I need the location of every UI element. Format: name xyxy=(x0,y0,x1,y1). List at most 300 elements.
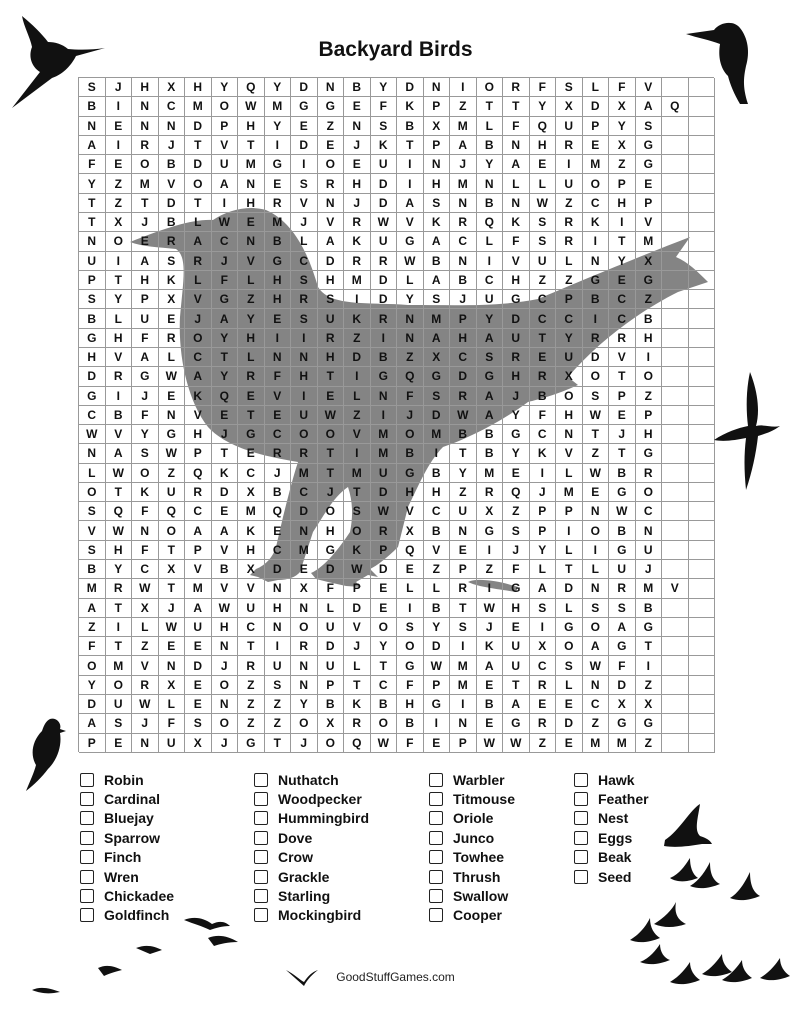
grid-cell[interactable]: I xyxy=(106,97,133,116)
grid-cell[interactable]: W xyxy=(503,734,530,753)
grid-cell[interactable]: R xyxy=(291,444,318,463)
grid-cell[interactable]: C xyxy=(265,425,292,444)
grid-cell[interactable]: E xyxy=(212,502,239,521)
grid-cell[interactable]: F xyxy=(503,560,530,579)
grid-cell[interactable] xyxy=(689,521,716,540)
grid-cell[interactable]: N xyxy=(397,309,424,328)
grid-cell[interactable]: U xyxy=(371,464,398,483)
grid-cell[interactable] xyxy=(662,676,689,695)
grid-cell[interactable]: T xyxy=(79,213,106,232)
grid-cell[interactable]: U xyxy=(636,541,663,560)
grid-cell[interactable]: W xyxy=(132,579,159,598)
grid-cell[interactable]: E xyxy=(556,734,583,753)
word-item[interactable] xyxy=(254,789,369,808)
grid-cell[interactable]: O xyxy=(344,521,371,540)
grid-cell[interactable]: J xyxy=(450,290,477,309)
grid-cell[interactable]: N xyxy=(212,637,239,656)
grid-cell[interactable]: N xyxy=(450,252,477,271)
grid-cell[interactable]: M xyxy=(132,174,159,193)
grid-cell[interactable]: C xyxy=(477,271,504,290)
grid-cell[interactable]: Y xyxy=(556,329,583,348)
grid-cell[interactable] xyxy=(689,174,716,193)
grid-cell[interactable]: P xyxy=(636,194,663,213)
grid-cell[interactable]: Y xyxy=(371,637,398,656)
grid-cell[interactable]: G xyxy=(609,541,636,560)
grid-cell[interactable]: N xyxy=(424,78,451,97)
grid-cell[interactable]: B xyxy=(265,232,292,251)
grid-cell[interactable]: H xyxy=(503,271,530,290)
grid-cell[interactable]: J xyxy=(159,599,186,618)
grid-cell[interactable]: M xyxy=(450,117,477,136)
grid-cell[interactable]: C xyxy=(583,695,610,714)
grid-cell[interactable]: I xyxy=(397,599,424,618)
grid-cell[interactable]: B xyxy=(477,136,504,155)
grid-cell[interactable]: E xyxy=(397,560,424,579)
grid-cell[interactable]: B xyxy=(397,714,424,733)
grid-cell[interactable]: Y xyxy=(238,309,265,328)
grid-cell[interactable]: I xyxy=(291,387,318,406)
grid-cell[interactable]: X xyxy=(159,78,186,97)
grid-cell[interactable]: W xyxy=(159,618,186,637)
grid-cell[interactable]: F xyxy=(79,637,106,656)
word-item[interactable] xyxy=(80,867,174,886)
grid-cell[interactable] xyxy=(689,541,716,560)
grid-cell[interactable]: H xyxy=(424,483,451,502)
grid-cell[interactable]: R xyxy=(609,579,636,598)
grid-cell[interactable]: T xyxy=(159,541,186,560)
grid-cell[interactable] xyxy=(662,406,689,425)
grid-cell[interactable]: E xyxy=(159,309,186,328)
grid-cell[interactable]: R xyxy=(636,464,663,483)
grid-cell[interactable]: V xyxy=(636,78,663,97)
grid-cell[interactable]: V xyxy=(318,213,345,232)
grid-cell[interactable]: G xyxy=(503,714,530,733)
grid-cell[interactable]: Y xyxy=(212,329,239,348)
grid-cell[interactable]: F xyxy=(159,714,186,733)
grid-cell[interactable]: O xyxy=(371,714,398,733)
grid-cell[interactable]: K xyxy=(344,232,371,251)
grid-cell[interactable]: W xyxy=(397,252,424,271)
grid-cell[interactable]: G xyxy=(79,387,106,406)
grid-cell[interactable]: Y xyxy=(265,78,292,97)
grid-cell[interactable]: G xyxy=(636,155,663,174)
grid-cell[interactable]: J xyxy=(530,483,557,502)
word-item[interactable] xyxy=(80,848,174,867)
grid-cell[interactable]: P xyxy=(450,309,477,328)
grid-cell[interactable]: P xyxy=(424,136,451,155)
grid-cell[interactable]: Z xyxy=(79,618,106,637)
grid-cell[interactable]: D xyxy=(212,483,239,502)
grid-cell[interactable]: R xyxy=(238,656,265,675)
grid-cell[interactable]: Q xyxy=(344,734,371,753)
grid-cell[interactable]: R xyxy=(265,444,292,463)
grid-cell[interactable]: Z xyxy=(450,483,477,502)
grid-cell[interactable]: F xyxy=(503,117,530,136)
grid-cell[interactable]: L xyxy=(556,252,583,271)
grid-cell[interactable]: Z xyxy=(106,174,133,193)
grid-cell[interactable]: N xyxy=(318,194,345,213)
grid-cell[interactable]: D xyxy=(265,560,292,579)
grid-cell[interactable]: T xyxy=(238,406,265,425)
grid-cell[interactable]: N xyxy=(79,232,106,251)
grid-cell[interactable]: H xyxy=(503,367,530,386)
grid-cell[interactable]: H xyxy=(265,599,292,618)
grid-cell[interactable]: T xyxy=(344,676,371,695)
grid-cell[interactable]: H xyxy=(265,290,292,309)
grid-cell[interactable]: K xyxy=(530,444,557,463)
grid-cell[interactable]: I xyxy=(609,213,636,232)
word-item[interactable] xyxy=(80,809,174,828)
grid-cell[interactable]: G xyxy=(609,714,636,733)
grid-cell[interactable]: I xyxy=(371,329,398,348)
checkbox[interactable] xyxy=(429,850,443,864)
grid-cell[interactable]: E xyxy=(106,117,133,136)
grid-cell[interactable]: S xyxy=(344,502,371,521)
grid-cell[interactable]: U xyxy=(530,252,557,271)
grid-cell[interactable]: H xyxy=(106,541,133,560)
grid-cell[interactable]: R xyxy=(556,232,583,251)
grid-cell[interactable]: T xyxy=(106,637,133,656)
grid-cell[interactable]: A xyxy=(106,444,133,463)
grid-cell[interactable]: F xyxy=(132,502,159,521)
grid-cell[interactable]: E xyxy=(265,309,292,328)
grid-cell[interactable]: Q xyxy=(503,483,530,502)
grid-cell[interactable]: L xyxy=(556,676,583,695)
grid-cell[interactable]: R xyxy=(530,367,557,386)
grid-cell[interactable]: W xyxy=(344,560,371,579)
grid-cell[interactable]: O xyxy=(132,155,159,174)
grid-cell[interactable]: B xyxy=(424,599,451,618)
grid-cell[interactable]: J xyxy=(503,387,530,406)
grid-cell[interactable]: R xyxy=(238,367,265,386)
grid-cell[interactable]: U xyxy=(212,155,239,174)
grid-cell[interactable]: L xyxy=(159,695,186,714)
grid-cell[interactable]: Q xyxy=(530,117,557,136)
grid-cell[interactable]: M xyxy=(238,502,265,521)
grid-cell[interactable]: P xyxy=(185,541,212,560)
grid-cell[interactable]: A xyxy=(424,329,451,348)
grid-cell[interactable]: H xyxy=(503,599,530,618)
grid-cell[interactable] xyxy=(689,136,716,155)
grid-cell[interactable]: F xyxy=(503,232,530,251)
grid-cell[interactable] xyxy=(689,579,716,598)
grid-cell[interactable]: M xyxy=(424,425,451,444)
grid-cell[interactable]: B xyxy=(530,387,557,406)
grid-cell[interactable]: N xyxy=(583,579,610,598)
grid-cell[interactable]: X xyxy=(636,252,663,271)
grid-cell[interactable]: P xyxy=(212,117,239,136)
grid-cell[interactable]: G xyxy=(79,329,106,348)
grid-cell[interactable]: O xyxy=(212,714,239,733)
grid-cell[interactable]: S xyxy=(424,387,451,406)
word-item[interactable] xyxy=(80,789,174,808)
grid-cell[interactable]: I xyxy=(265,329,292,348)
grid-cell[interactable]: D xyxy=(371,174,398,193)
grid-cell[interactable]: Z xyxy=(265,714,292,733)
grid-cell[interactable]: D xyxy=(371,290,398,309)
word-item[interactable] xyxy=(80,886,174,905)
grid-cell[interactable]: U xyxy=(159,483,186,502)
grid-cell[interactable]: D xyxy=(185,656,212,675)
grid-cell[interactable]: A xyxy=(185,232,212,251)
grid-cell[interactable] xyxy=(689,560,716,579)
grid-cell[interactable]: K xyxy=(371,136,398,155)
grid-cell[interactable] xyxy=(689,117,716,136)
grid-cell[interactable]: P xyxy=(344,579,371,598)
grid-cell[interactable]: J xyxy=(636,560,663,579)
grid-cell[interactable]: D xyxy=(424,637,451,656)
grid-cell[interactable]: G xyxy=(636,618,663,637)
grid-cell[interactable] xyxy=(662,521,689,540)
grid-cell[interactable]: A xyxy=(212,174,239,193)
grid-cell[interactable]: Q xyxy=(185,464,212,483)
grid-cell[interactable]: M xyxy=(636,579,663,598)
checkbox[interactable] xyxy=(254,773,268,787)
grid-cell[interactable]: W xyxy=(159,444,186,463)
grid-cell[interactable]: P xyxy=(556,290,583,309)
word-item[interactable] xyxy=(429,867,515,886)
grid-cell[interactable]: H xyxy=(344,174,371,193)
grid-cell[interactable]: U xyxy=(318,656,345,675)
grid-cell[interactable] xyxy=(662,309,689,328)
grid-cell[interactable]: W xyxy=(371,502,398,521)
grid-cell[interactable]: S xyxy=(291,174,318,193)
grid-cell[interactable]: Y xyxy=(477,309,504,328)
checkbox[interactable] xyxy=(80,831,94,845)
grid-cell[interactable]: L xyxy=(344,656,371,675)
checkbox[interactable] xyxy=(80,811,94,825)
grid-cell[interactable]: R xyxy=(450,387,477,406)
grid-cell[interactable]: S xyxy=(450,618,477,637)
grid-cell[interactable]: A xyxy=(185,521,212,540)
grid-cell[interactable] xyxy=(662,252,689,271)
grid-cell[interactable]: K xyxy=(583,213,610,232)
grid-cell[interactable]: X xyxy=(636,695,663,714)
grid-cell[interactable]: E xyxy=(185,676,212,695)
grid-cell[interactable]: V xyxy=(636,213,663,232)
grid-cell[interactable]: H xyxy=(424,174,451,193)
grid-cell[interactable] xyxy=(689,213,716,232)
grid-cell[interactable]: N xyxy=(159,406,186,425)
grid-cell[interactable]: B xyxy=(424,521,451,540)
grid-cell[interactable]: S xyxy=(106,714,133,733)
grid-cell[interactable]: F xyxy=(609,78,636,97)
grid-cell[interactable]: C xyxy=(530,425,557,444)
grid-cell[interactable]: G xyxy=(583,271,610,290)
grid-cell[interactable]: H xyxy=(636,329,663,348)
grid-cell[interactable]: O xyxy=(556,637,583,656)
grid-cell[interactable]: D xyxy=(583,97,610,116)
grid-cell[interactable]: U xyxy=(556,348,583,367)
grid-cell[interactable]: W xyxy=(79,425,106,444)
grid-cell[interactable]: O xyxy=(583,521,610,540)
grid-cell[interactable] xyxy=(689,329,716,348)
grid-cell[interactable]: V xyxy=(662,579,689,598)
grid-cell[interactable]: V xyxy=(212,136,239,155)
grid-cell[interactable]: M xyxy=(450,174,477,193)
grid-cell[interactable]: G xyxy=(424,367,451,386)
grid-cell[interactable]: T xyxy=(530,329,557,348)
grid-cell[interactable]: G xyxy=(477,521,504,540)
grid-cell[interactable]: X xyxy=(159,290,186,309)
grid-cell[interactable]: V xyxy=(79,521,106,540)
grid-cell[interactable]: D xyxy=(344,599,371,618)
grid-cell[interactable]: M xyxy=(450,656,477,675)
grid-cell[interactable]: L xyxy=(556,599,583,618)
grid-cell[interactable]: J xyxy=(477,618,504,637)
grid-cell[interactable]: B xyxy=(609,521,636,540)
grid-cell[interactable]: J xyxy=(159,136,186,155)
grid-cell[interactable]: X xyxy=(556,97,583,116)
grid-cell[interactable]: U xyxy=(503,329,530,348)
grid-cell[interactable]: R xyxy=(450,213,477,232)
grid-cell[interactable]: Z xyxy=(556,271,583,290)
grid-cell[interactable]: B xyxy=(318,695,345,714)
grid-cell[interactable]: Y xyxy=(609,252,636,271)
grid-cell[interactable]: E xyxy=(291,117,318,136)
grid-cell[interactable]: G xyxy=(397,656,424,675)
grid-cell[interactable]: H xyxy=(238,194,265,213)
grid-cell[interactable]: C xyxy=(530,309,557,328)
grid-cell[interactable]: F xyxy=(318,579,345,598)
grid-cell[interactable]: I xyxy=(106,618,133,637)
grid-cell[interactable]: B xyxy=(397,444,424,463)
grid-cell[interactable]: R xyxy=(556,136,583,155)
grid-cell[interactable]: C xyxy=(636,502,663,521)
grid-cell[interactable]: X xyxy=(238,560,265,579)
grid-cell[interactable]: X xyxy=(477,502,504,521)
grid-cell[interactable] xyxy=(662,367,689,386)
grid-cell[interactable]: C xyxy=(159,97,186,116)
grid-cell[interactable]: Y xyxy=(106,290,133,309)
grid-cell[interactable]: N xyxy=(291,521,318,540)
grid-cell[interactable]: G xyxy=(238,425,265,444)
word-item[interactable] xyxy=(429,906,515,925)
grid-cell[interactable]: R xyxy=(450,579,477,598)
grid-cell[interactable]: D xyxy=(371,194,398,213)
grid-cell[interactable]: P xyxy=(318,676,345,695)
grid-cell[interactable]: R xyxy=(609,329,636,348)
grid-cell[interactable] xyxy=(662,387,689,406)
grid-cell[interactable]: H xyxy=(318,348,345,367)
grid-cell[interactable]: T xyxy=(450,599,477,618)
grid-cell[interactable]: G xyxy=(503,579,530,598)
grid-cell[interactable]: E xyxy=(371,599,398,618)
grid-cell[interactable]: A xyxy=(185,599,212,618)
grid-cell[interactable]: T xyxy=(106,483,133,502)
grid-cell[interactable]: R xyxy=(318,174,345,193)
grid-cell[interactable]: F xyxy=(79,155,106,174)
grid-cell[interactable]: R xyxy=(291,637,318,656)
grid-cell[interactable]: A xyxy=(477,329,504,348)
grid-cell[interactable] xyxy=(662,444,689,463)
grid-cell[interactable]: S xyxy=(79,502,106,521)
grid-cell[interactable]: P xyxy=(583,117,610,136)
grid-cell[interactable] xyxy=(689,656,716,675)
grid-cell[interactable]: T xyxy=(609,444,636,463)
checkbox[interactable] xyxy=(429,792,443,806)
grid-cell[interactable] xyxy=(662,290,689,309)
grid-cell[interactable]: X xyxy=(424,348,451,367)
grid-cell[interactable]: N xyxy=(636,521,663,540)
grid-cell[interactable] xyxy=(662,618,689,637)
grid-cell[interactable]: I xyxy=(344,444,371,463)
grid-cell[interactable]: T xyxy=(185,136,212,155)
grid-cell[interactable]: Z xyxy=(238,290,265,309)
grid-cell[interactable]: Z xyxy=(238,676,265,695)
grid-cell[interactable]: S xyxy=(291,309,318,328)
grid-cell[interactable]: K xyxy=(503,213,530,232)
grid-cell[interactable] xyxy=(662,194,689,213)
grid-cell[interactable]: P xyxy=(450,734,477,753)
grid-cell[interactable]: G xyxy=(265,155,292,174)
grid-cell[interactable] xyxy=(662,117,689,136)
grid-cell[interactable]: W xyxy=(212,599,239,618)
grid-cell[interactable]: I xyxy=(106,136,133,155)
grid-cell[interactable]: R xyxy=(344,714,371,733)
grid-cell[interactable]: I xyxy=(344,367,371,386)
grid-cell[interactable]: A xyxy=(583,637,610,656)
grid-cell[interactable]: X xyxy=(185,734,212,753)
grid-cell[interactable]: I xyxy=(636,656,663,675)
grid-cell[interactable]: S xyxy=(556,78,583,97)
grid-cell[interactable]: M xyxy=(450,676,477,695)
grid-cell[interactable]: J xyxy=(291,734,318,753)
grid-cell[interactable]: V xyxy=(185,290,212,309)
checkbox[interactable] xyxy=(429,773,443,787)
grid-cell[interactable] xyxy=(662,425,689,444)
grid-cell[interactable]: C xyxy=(291,483,318,502)
grid-cell[interactable]: W xyxy=(424,656,451,675)
grid-cell[interactable]: S xyxy=(583,599,610,618)
grid-cell[interactable]: T xyxy=(318,444,345,463)
word-item[interactable] xyxy=(429,886,515,905)
grid-cell[interactable]: G xyxy=(424,695,451,714)
grid-cell[interactable]: T xyxy=(238,136,265,155)
grid-cell[interactable]: L xyxy=(159,348,186,367)
grid-cell[interactable]: K xyxy=(344,695,371,714)
word-item[interactable] xyxy=(574,770,649,789)
grid-cell[interactable]: G xyxy=(636,136,663,155)
grid-cell[interactable]: C xyxy=(371,676,398,695)
grid-cell[interactable]: E xyxy=(450,541,477,560)
grid-cell[interactable] xyxy=(689,155,716,174)
grid-cell[interactable]: D xyxy=(371,271,398,290)
grid-cell[interactable]: T xyxy=(265,734,292,753)
grid-cell[interactable]: O xyxy=(132,464,159,483)
grid-cell[interactable]: L xyxy=(530,560,557,579)
grid-cell[interactable]: R xyxy=(477,483,504,502)
grid-cell[interactable]: Z xyxy=(132,637,159,656)
grid-cell[interactable]: X xyxy=(397,521,424,540)
grid-cell[interactable]: O xyxy=(159,521,186,540)
grid-cell[interactable]: L xyxy=(503,174,530,193)
grid-cell[interactable]: R xyxy=(185,483,212,502)
grid-cell[interactable]: U xyxy=(79,252,106,271)
grid-cell[interactable]: Q xyxy=(106,502,133,521)
grid-cell[interactable]: E xyxy=(477,714,504,733)
grid-cell[interactable]: S xyxy=(530,232,557,251)
grid-cell[interactable] xyxy=(662,213,689,232)
grid-cell[interactable]: B xyxy=(371,695,398,714)
grid-cell[interactable]: V xyxy=(212,579,239,598)
grid-cell[interactable]: H xyxy=(238,117,265,136)
grid-cell[interactable]: G xyxy=(397,232,424,251)
grid-cell[interactable]: C xyxy=(424,502,451,521)
grid-cell[interactable]: P xyxy=(79,734,106,753)
grid-cell[interactable]: I xyxy=(106,252,133,271)
grid-cell[interactable]: A xyxy=(212,309,239,328)
